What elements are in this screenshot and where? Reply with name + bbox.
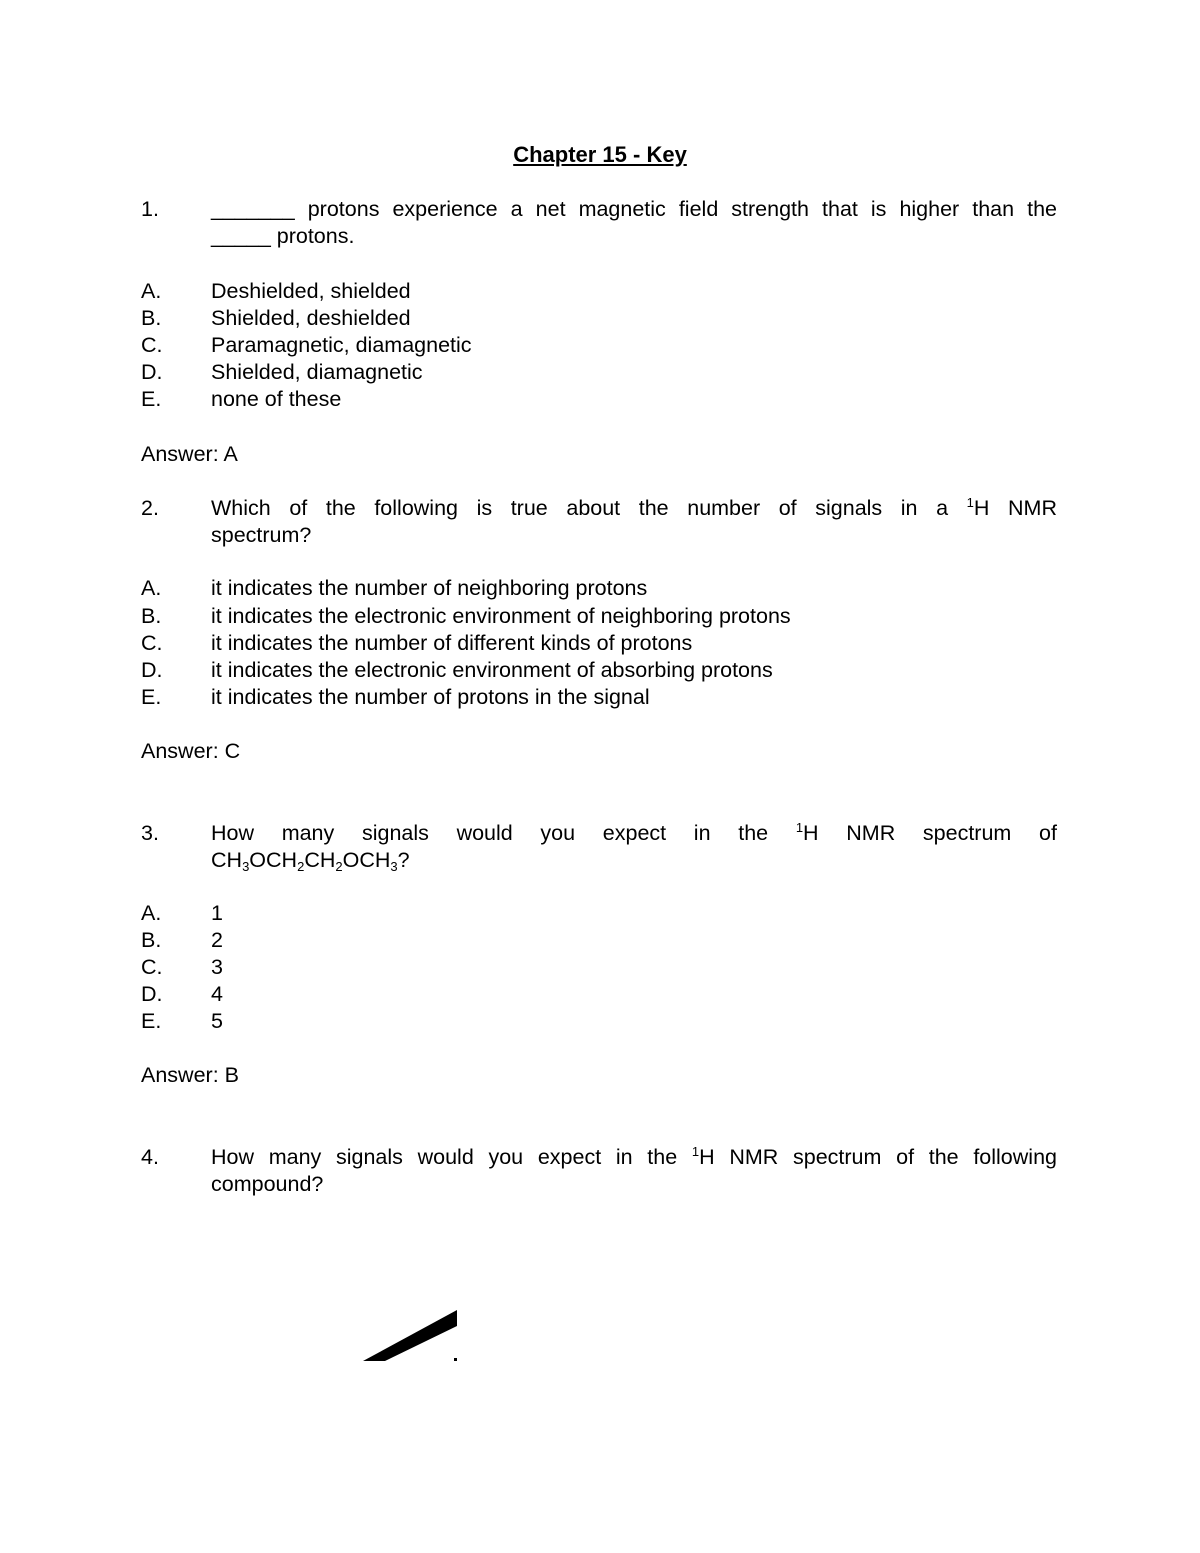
superscript: 1 [691,1144,700,1159]
option-text: it indicates the number of neighboring protons [211,576,648,600]
nmr-label [692,1145,1057,1169]
superscript: 1 [966,495,974,510]
formula-subscript: 3 [242,859,250,874]
option-letter: D. [141,982,163,1006]
option-text: it indicates the number of different kinds of protons [211,631,693,655]
question-text-part: NMR [846,821,896,845]
question-number: 2. [141,496,159,520]
formula-part: OCH [342,848,391,872]
question-text-line [211,495,1057,522]
option-letter: E. [141,1009,162,1033]
option-text: 3 [211,955,223,979]
option-letter: E. [141,685,162,709]
option-letter: A. [141,901,162,925]
question-text-line: _____ protons. [211,224,355,248]
formula-subscript: 2 [297,859,305,874]
answer-text: Answer: B [141,1063,239,1087]
question-text-part: spectrum [922,821,1012,845]
question-text-part: How many signals would you expect in the [211,821,769,845]
option-text: it indicates the number of protons in the signal [211,685,650,709]
question-text-line: compound? [211,1172,324,1196]
answer-text: Answer: A [141,442,238,466]
formula-part: ? [397,848,410,872]
superscript: 1 [795,820,804,835]
option-letter: D. [141,360,163,384]
question-text-line [211,820,1057,847]
formula-subscript: 3 [390,859,398,874]
option-letter: A. [141,279,162,303]
option-letter: E. [141,387,162,411]
question-number: 3. [141,821,159,845]
question-text-part: H NMR spectrum of the following [699,1145,1057,1169]
option-letter: A. [141,576,162,600]
option-text: none of these [211,387,342,411]
option-text: Shielded, deshielded [211,306,411,330]
option-text: Paramagnetic, diamagnetic [211,333,472,357]
formula-part: CH [304,848,336,872]
question-text-line [211,1144,1057,1171]
question-number: 1. [141,197,159,221]
question-text-part: H NMR [973,496,1057,520]
question-text-line: spectrum? [211,523,312,547]
option-text: Deshielded, shielded [211,279,411,303]
answer-text: Answer: C [141,739,241,763]
option-letter: C. [141,333,163,357]
option-letter: C. [141,631,163,655]
option-text: Shielded, diamagnetic [211,360,423,384]
option-text: it indicates the electronic environment of absorbing protons [211,658,773,682]
option-letter: B. [141,306,162,330]
option-letter: D. [141,658,163,682]
option-text: 1 [211,901,223,925]
formula-part: OCH [249,848,298,872]
nmr-label: $^1$H [795,820,819,845]
question-text-line: _______ protons experience a net magnetic field strength that is higher than the [211,197,1057,221]
chemical-formula [211,847,1057,874]
question-text-part: of [1039,821,1057,845]
formula-part: CH [211,848,243,872]
page-title: Chapter 15 - Key [513,142,687,167]
option-letter: B. [141,604,162,628]
option-text: 5 [211,1009,223,1033]
option-text: 2 [211,928,223,952]
option-text: 4 [211,982,223,1006]
option-letter: B. [141,928,162,952]
option-text: it indicates the electronic environment of neighboring protons [211,604,791,628]
nmr-label [967,496,1057,520]
compound-structure-image [141,1218,459,1363]
option-letter: C. [141,955,163,979]
question-text-part: Which of the following is true about the number of signals in a [211,496,949,520]
formula-subscript: 2 [335,859,343,874]
question-text-part: How many signals would you expect in the [211,1145,678,1169]
question-number: 4. [141,1145,159,1169]
